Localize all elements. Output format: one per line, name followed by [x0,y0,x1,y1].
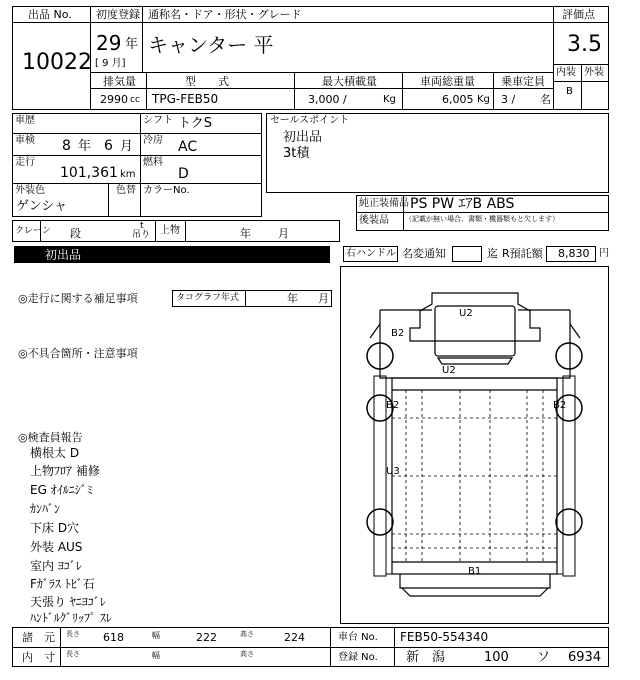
tachograph-label: タコグラフ年式 [176,293,240,303]
gross-weight-label: 車両総重量 [420,75,475,88]
inspector-line: 天張り ﾔﾆﾖｺﾞﾚ [30,595,106,609]
shift-label: シフト [143,115,173,126]
upper-month: 月 [278,227,289,240]
inspection-month-unit: 月 [120,139,134,154]
inspection-label: 車検 [15,135,35,146]
dims-label: 諸 元 [22,631,55,644]
inspector-line: ﾊﾝﾄﾞﾙｸﾞﾘｯﾌﾟ ｽﾚ [30,611,112,625]
damage-mark: B2 [553,400,567,411]
damage-mark: B1 [468,566,482,577]
inspector-line: Fｶﾞﾗｽ ﾄﾋﾞ石 [30,577,95,591]
model-code-value: TPG-FEB50 [152,92,219,106]
displacement-unit: cc [130,95,140,105]
inner-height-label: 高さ [240,650,254,658]
inspector-line: 外装 AUS [30,540,83,554]
displacement-label: 排気量 [103,75,136,88]
max-load-unit: Kg [383,94,396,105]
first-reg-month: [ 9 月] [95,58,126,69]
mileage-label: 走行 [15,157,35,168]
right-handle-label: 右ハンドル [346,248,396,259]
color-change-label: 色替 [116,185,136,196]
registration-class: 100 [484,650,509,665]
length-value: 618 [103,631,124,644]
gross-weight-value: 6,005 [442,93,474,106]
crane-label: クレーン [15,226,51,236]
first-reg-label: 初度登録 [96,8,140,21]
chassis-label: 車台 No. [338,632,378,643]
color-value: ゲンシャ [16,199,68,214]
inspector-line: 横根太 D [30,446,80,460]
upper-year: 年 [240,227,251,240]
color-code-label: カラーNo. [143,185,190,196]
history-label: 車歴 [15,115,35,126]
interior-label: 内装 [556,67,576,78]
crane-ton: t [140,221,144,231]
defects-title: ◎不具合箇所・注意事項 [18,347,138,360]
registration-number: 6934 [568,650,602,665]
truck-diagram [340,266,609,624]
width-label: 幅 [152,631,160,640]
inspector-line: 室内 ﾖｺﾞﾚ [30,559,82,573]
registration-kana: ソ [537,650,551,665]
grade-label: 評価点 [562,8,595,21]
height-label: 高さ [240,630,254,638]
equipment-value: PS PW ｴｱB ABS [410,196,515,212]
damage-mark: B2 [386,400,400,411]
inner-dims-label: 内 寸 [22,651,55,664]
tachograph-month: 月 [318,292,329,305]
damage-mark: U2 [459,308,473,319]
model-name: キャンター 平 [148,33,274,57]
capacity-unit: 名 [540,93,551,106]
damage-mark: U2 [442,365,456,376]
crane-hang: 吊り [132,230,151,240]
ac-label: 冷房 [143,135,163,146]
damage-mark: B2 [391,328,405,339]
inspector-line: 上物ﾌﾛｱ 補修 [30,464,100,478]
inspector-title: ◎検査員報告 [18,431,83,444]
exterior-label: 外装 [584,67,604,78]
name-change-box [452,246,482,262]
mileage-unit: km [120,169,136,180]
name-change-label: 名変通知 [402,247,446,260]
height-value: 224 [284,631,305,644]
recycle-amount: 8,830 [558,247,590,260]
fuel-label: 燃料 [143,157,163,168]
interior-grade: B [566,86,573,97]
damage-mark: U3 [386,466,400,477]
lot-number: 10022 [22,50,92,75]
mileage-value: 101,361 [60,165,118,181]
max-load-label: 最大積載量 [322,75,377,88]
after-parts-note: （記載が無い場合、書類・機器類もと欠します） [405,215,559,223]
registration-label: 登録 No. [338,652,378,663]
tachograph-year: 年 [287,292,298,305]
inner-width-label: 幅 [152,651,160,660]
ac-value: AC [178,139,198,155]
until-label: 迄 [487,247,498,260]
fuel-value: D [178,166,189,182]
equipment-label: 純正装備品 [359,198,409,209]
inner-length-label: 長さ [66,650,80,658]
color-label: 外装色 [15,185,45,196]
lot-label: 出品 No. [28,8,72,21]
inspection-month: 6 [104,138,113,154]
crane-stage: 段 [70,227,81,240]
first-listing-badge-text: 初出品 [45,248,82,262]
capacity-value: 3 / [501,93,516,106]
inspection-year: 8 [62,138,71,154]
inspection-year-unit: 年 [78,139,92,154]
shift-value: トクS [178,116,212,131]
inspector-line: ｶﾝﾊﾞﾝ [30,502,61,516]
width-value: 222 [196,631,217,644]
sales-point-line1: 初出品 [283,130,323,145]
first-reg-year: 29 [96,31,122,55]
length-label: 長さ [66,630,80,638]
model-code-label: 型 式 [185,75,229,88]
max-load-value: 3,000 / [308,93,347,106]
driving-notes-title: ◎走行に関する補足事項 [18,292,138,305]
name-grade-label: 通称名・ドア・形状・グレード [148,8,302,21]
recycle-unit: 円 [599,248,609,259]
displacement-value: 2990 [100,93,128,106]
gross-weight-unit: Kg [477,94,490,105]
first-reg-year-unit: 年 [125,37,139,52]
recycle-deposit-label: R預託額 [502,247,543,260]
upper-label: 上物 [160,225,180,236]
chassis-value: FEB50-554340 [400,630,489,644]
registration-region: 新 潟 [406,650,446,665]
after-parts-label: 後装品 [359,215,389,226]
sales-point-line2: 3t積 [283,146,310,161]
grade-score: 3.5 [567,32,602,57]
sales-point-label: セールスポイント [270,115,350,126]
capacity-label: 乗車定員 [501,75,545,88]
inspector-line: EG ｵｲﾙﾆｼﾞﾐ [30,483,93,497]
inspector-line: 下床 D穴 [30,521,80,535]
